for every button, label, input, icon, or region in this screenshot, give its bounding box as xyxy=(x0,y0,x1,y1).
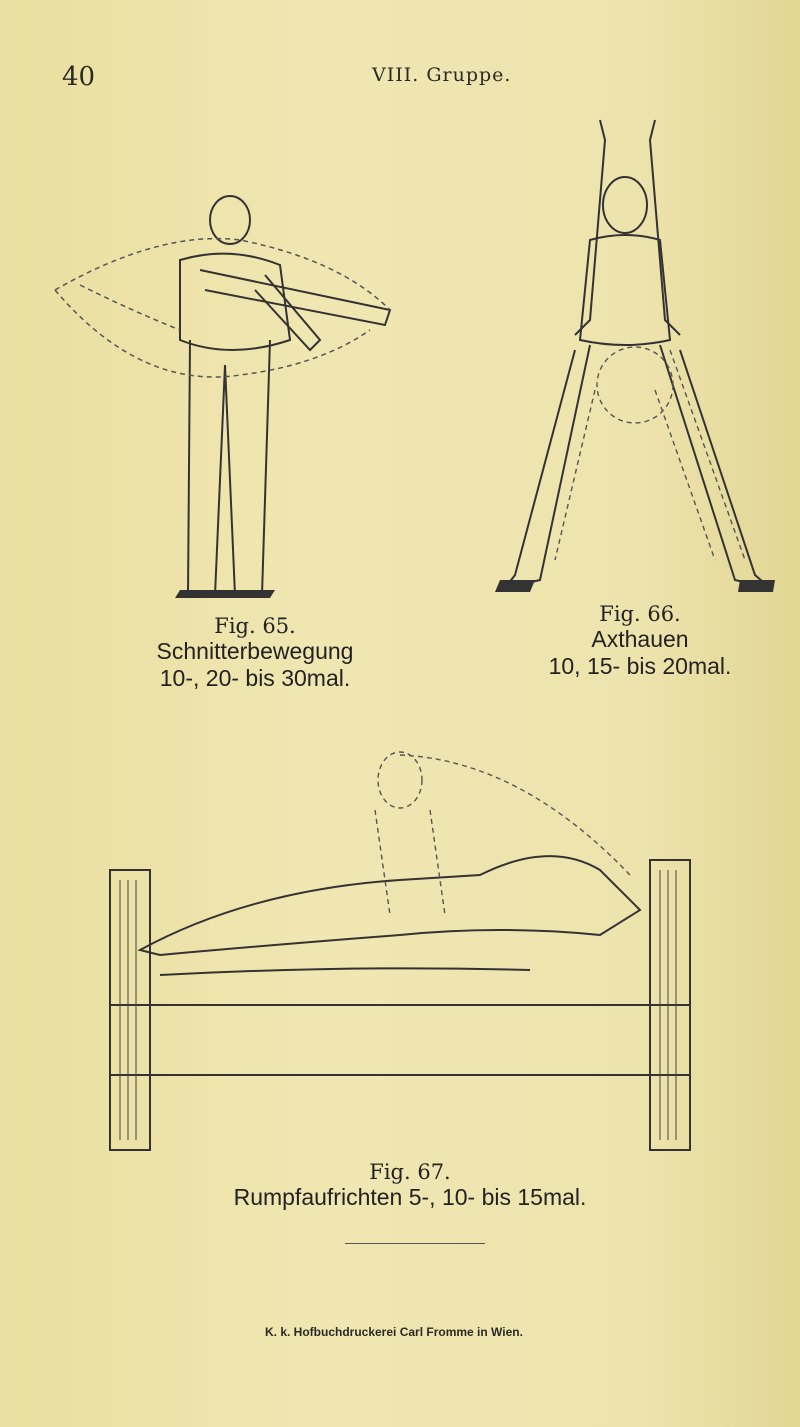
fig67-caption xyxy=(200,1160,620,1211)
fig65-label: Fig. 65. xyxy=(214,614,296,638)
fig66-title: Axthauen xyxy=(591,626,689,652)
page-number: 40 xyxy=(62,62,96,92)
fig66-label: Fig. 66. xyxy=(599,602,681,626)
fig65-repetitions: 10-, 20- bis 30mal. xyxy=(159,665,351,691)
fig66-repetitions: 10, 15- bis 20mal. xyxy=(548,653,732,679)
section-title: VIII. Gruppe. xyxy=(372,64,512,86)
fig66-illustration xyxy=(455,110,785,600)
fig66-caption xyxy=(500,602,780,680)
printer-imprint: K. k. Hofbuchdruckerei Carl Fromme in Wien. xyxy=(265,1325,523,1339)
fig67-title: Rumpfaufrichten 5-, 10- bis 15mal. xyxy=(233,1184,587,1210)
fig67-illustration xyxy=(100,740,770,1160)
closing-rule xyxy=(345,1243,485,1244)
fig65-illustration xyxy=(40,190,420,610)
fig65-title: Schnitterbewegung xyxy=(156,638,354,664)
fig67-label: Fig. 67. xyxy=(369,1160,451,1184)
fig65-caption xyxy=(110,614,400,692)
